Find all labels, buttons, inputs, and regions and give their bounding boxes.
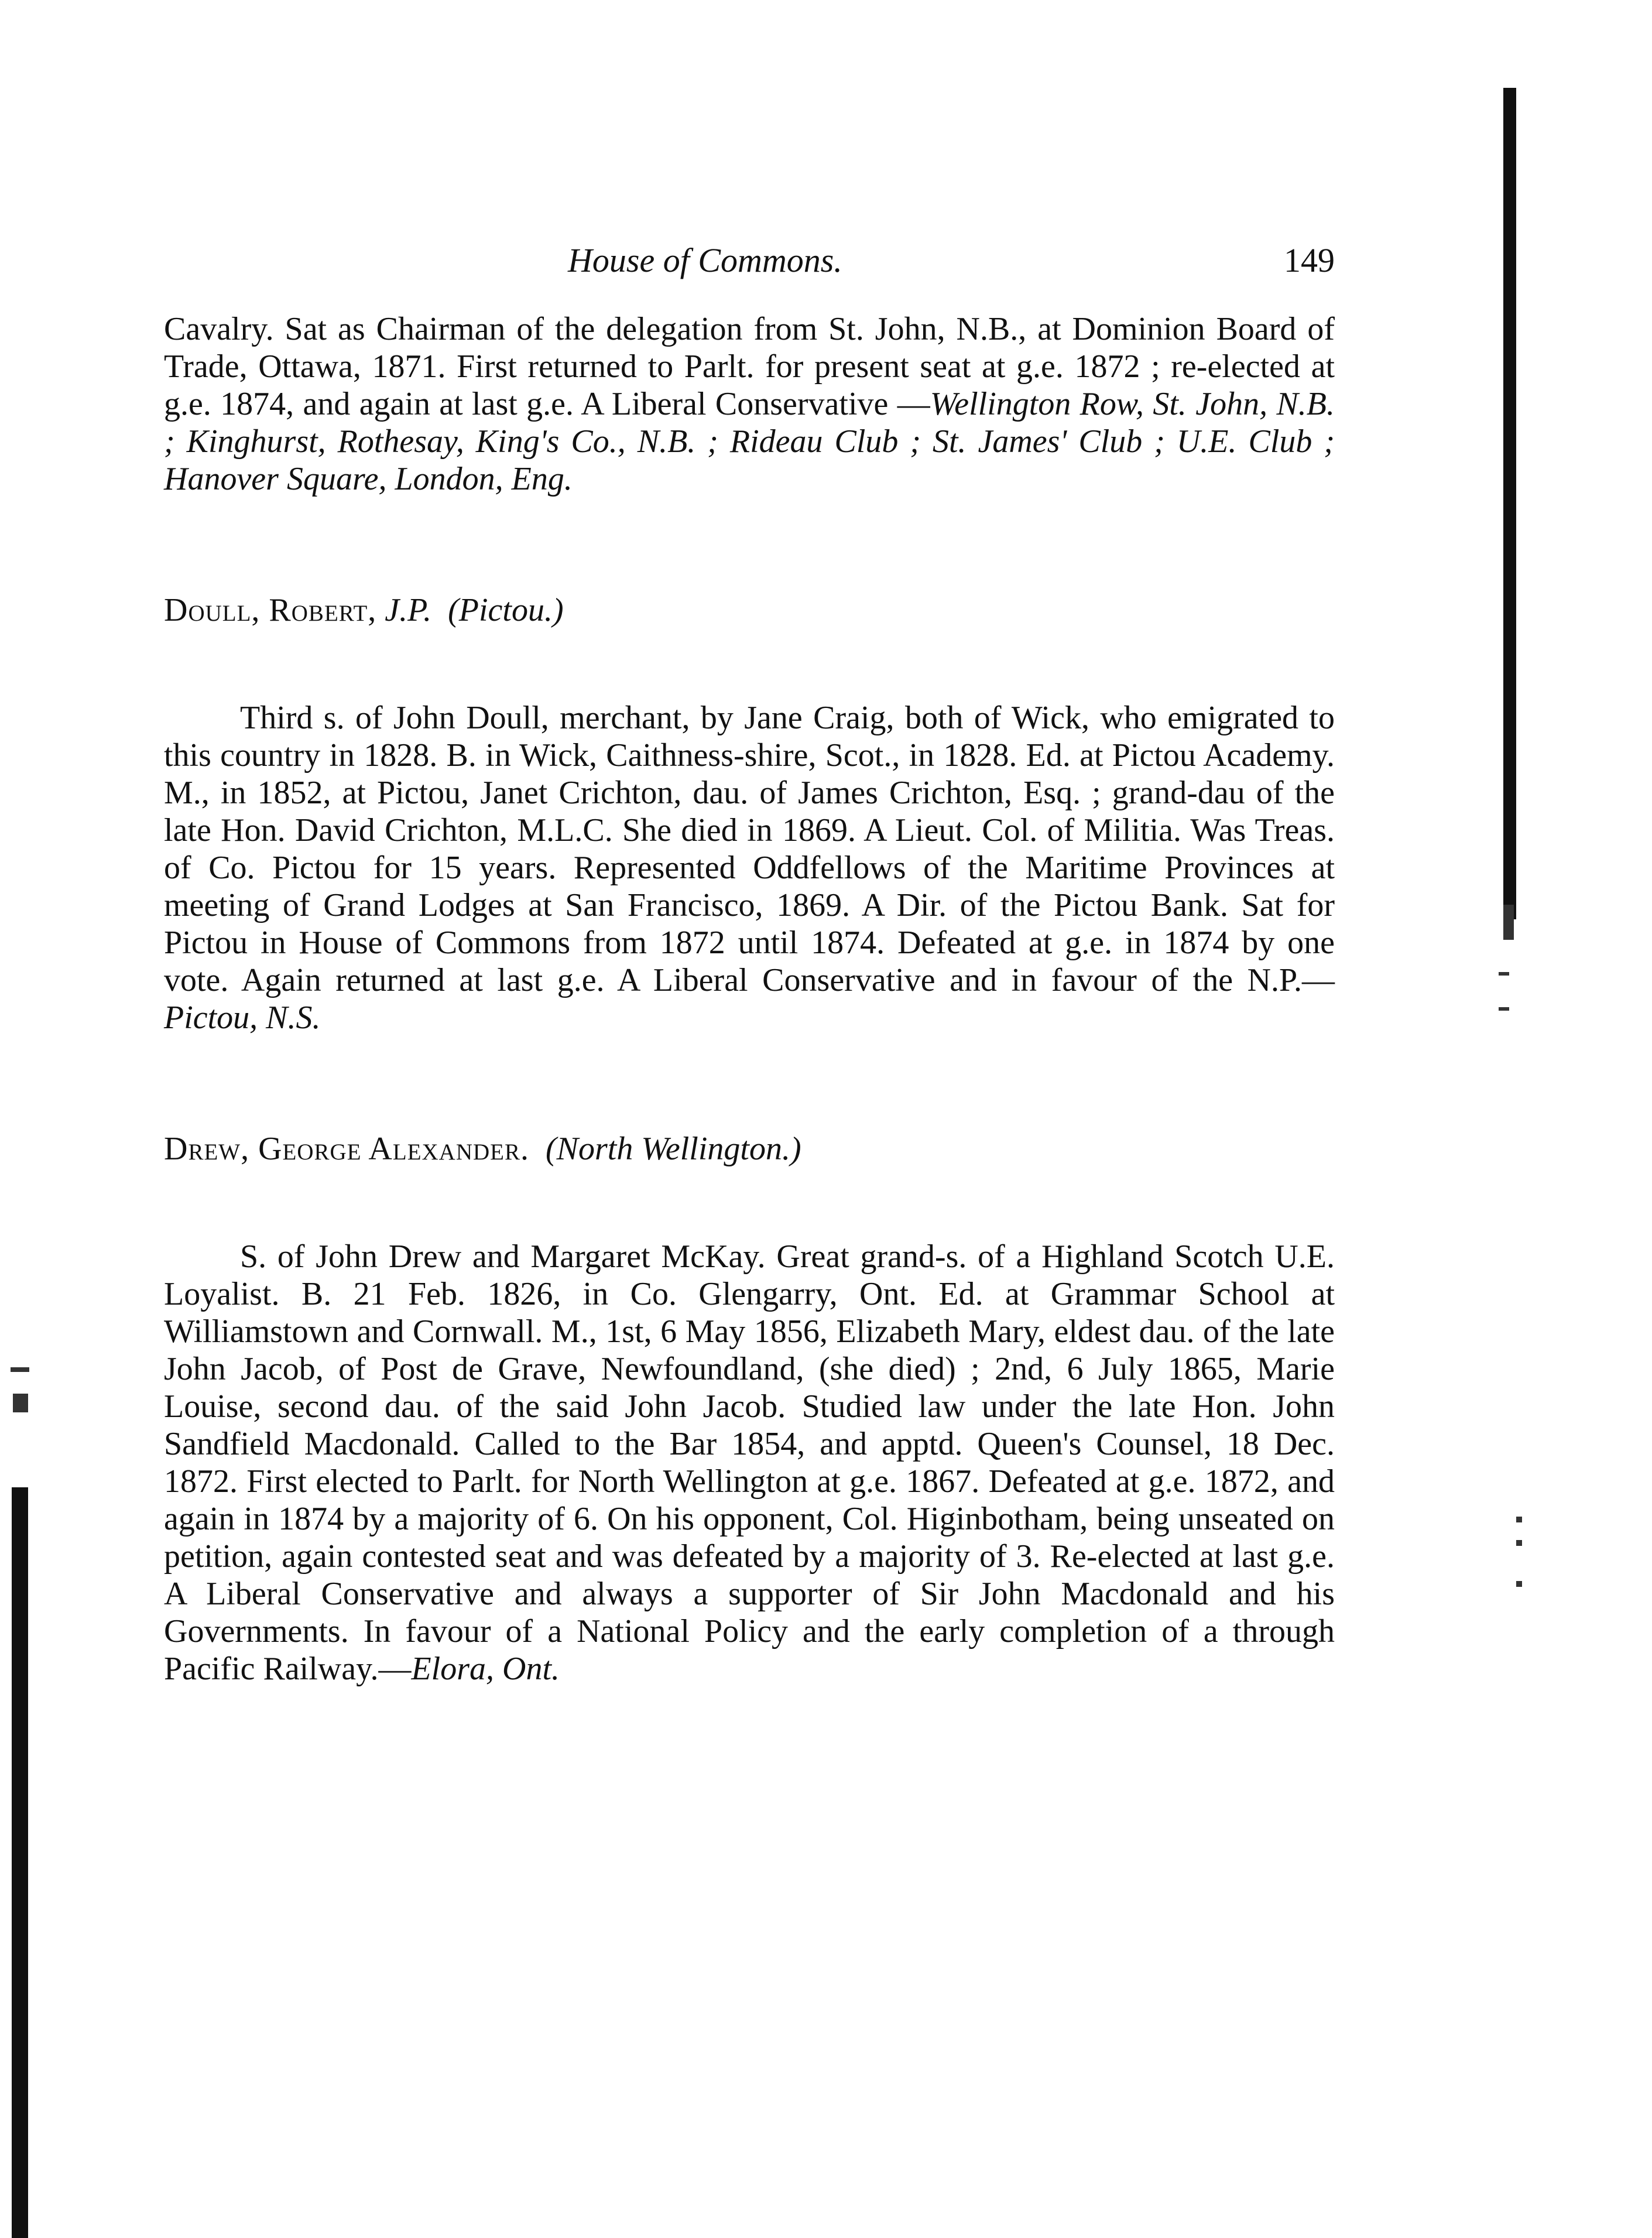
scan-edge-mark-right-4 xyxy=(1516,1517,1522,1522)
continuation-paragraph xyxy=(164,310,1335,498)
entry-address: Pictou, N.S. xyxy=(164,1000,321,1036)
scan-edge-bar-right xyxy=(1503,88,1516,919)
page-header xyxy=(164,237,1335,284)
scan-edge-mark-right-2 xyxy=(1499,972,1509,976)
continuation-address: Wellington Row, St. John, N.B. ; Kinghurst, Rothesay, King's Co., N.B. ; Rideau Club ; St. James' Club ; U.E. Club ; Hanover Square, London, Eng. xyxy=(164,386,1335,497)
scan-edge-mark-right-6 xyxy=(1516,1581,1522,1587)
entry-title: J.P. xyxy=(385,592,432,628)
entry-constituency: (North Wellington.) xyxy=(546,1131,801,1167)
page-body xyxy=(164,310,1335,1781)
entry-body-doull xyxy=(164,699,1335,1036)
entry-name: Doull, Robert, xyxy=(164,592,377,628)
entry-body-drew xyxy=(164,1238,1335,1688)
page-number: 149 xyxy=(1284,241,1335,279)
entry-heading-doull xyxy=(164,591,1335,629)
entry-text: S. of John Drew and Margaret McKay. Great grand-s. of a Highland Scotch U.E. Loyalist. B. 21 Feb. 1826, in Co. Glengarry, Ont. Ed. at Grammar School at Williamstown and Cornwall. M., 1st, 6 May 1856, Elizabeth Mary, eldest dau. of the late John Jacob, of Post de Grave, Newfoundland, (she died) ; 2nd, 6 July 1865, Marie Louise, second dau. of the said John Jacob. Studied law under the late Hon. John Sandfield Macdonald. Called to the Bar 1854, and apptd. Queen's Counsel, 18 Dec. 1872. First elected to Parlt. for North Wellington at g.e. 1867. Defeated at g.e. 1872, and again in 1874 by a majority of 6. On his opponent, Col. Higinbotham, being unseated on petition, again contested seat and was defeated by a majority of 3. Re-elected at last g.e. A Liberal Conservative and always a supporter of Sir John Macdonald and his Governments. In favour of a National Policy and the early completion of a through Pacific Railway.— xyxy=(164,1238,1335,1687)
entry-text: Third s. of John Doull, merchant, by Jane Craig, both of Wick, who emigrated to this country in 1828. B. in Wick, Caithness-shire, Scot., in 1828. Ed. at Pictou Academy. M., in 1852, at Pictou, Janet Crichton, dau. of James Crichton, Esq. ; grand-dau of the late Hon. David Crichton, M.L.C. She died in 1869. A Lieut. Col. of Militia. Was Treas. of Co. Pictou for 15 years. Represented Oddfellows of the Maritime Provinces at meeting of Grand Lodges at San Francisco, 1869. A Dir. of the Pictou Bank. Sat for Pictou in House of Commons from 1872 until 1874. Defeated at g.e. in 1874 by one vote. Again returned at last g.e. A Liberal Conservative and in favour of the N.P.— xyxy=(164,700,1335,998)
entry-constituency: (Pictou.) xyxy=(448,592,564,628)
scan-edge-mark-left-2 xyxy=(13,1394,28,1412)
scan-edge-mark-right-5 xyxy=(1516,1540,1522,1546)
continuation-text: Cavalry. Sat as Chairman of the delegation from St. John, N.B., at Dominion Board of Trade, Ottawa, 1871. First returned to Parlt. for present seat at g.e. 1872 ; re-elected at g.e. 1874, and again at last g.e. A Liberal Conservative — xyxy=(164,311,1335,422)
entry-address: Elora, Ont. xyxy=(411,1651,560,1687)
running-title: House of Commons. xyxy=(568,241,842,279)
scan-edge-bar-left xyxy=(12,1487,28,2238)
scan-edge-mark-right-3 xyxy=(1499,1007,1509,1011)
entry-heading-drew xyxy=(164,1130,1335,1168)
scan-edge-mark-right-1 xyxy=(1503,905,1514,940)
scan-edge-mark-left-1 xyxy=(11,1367,29,1372)
entry-name: Drew, George Alexander. xyxy=(164,1131,530,1167)
